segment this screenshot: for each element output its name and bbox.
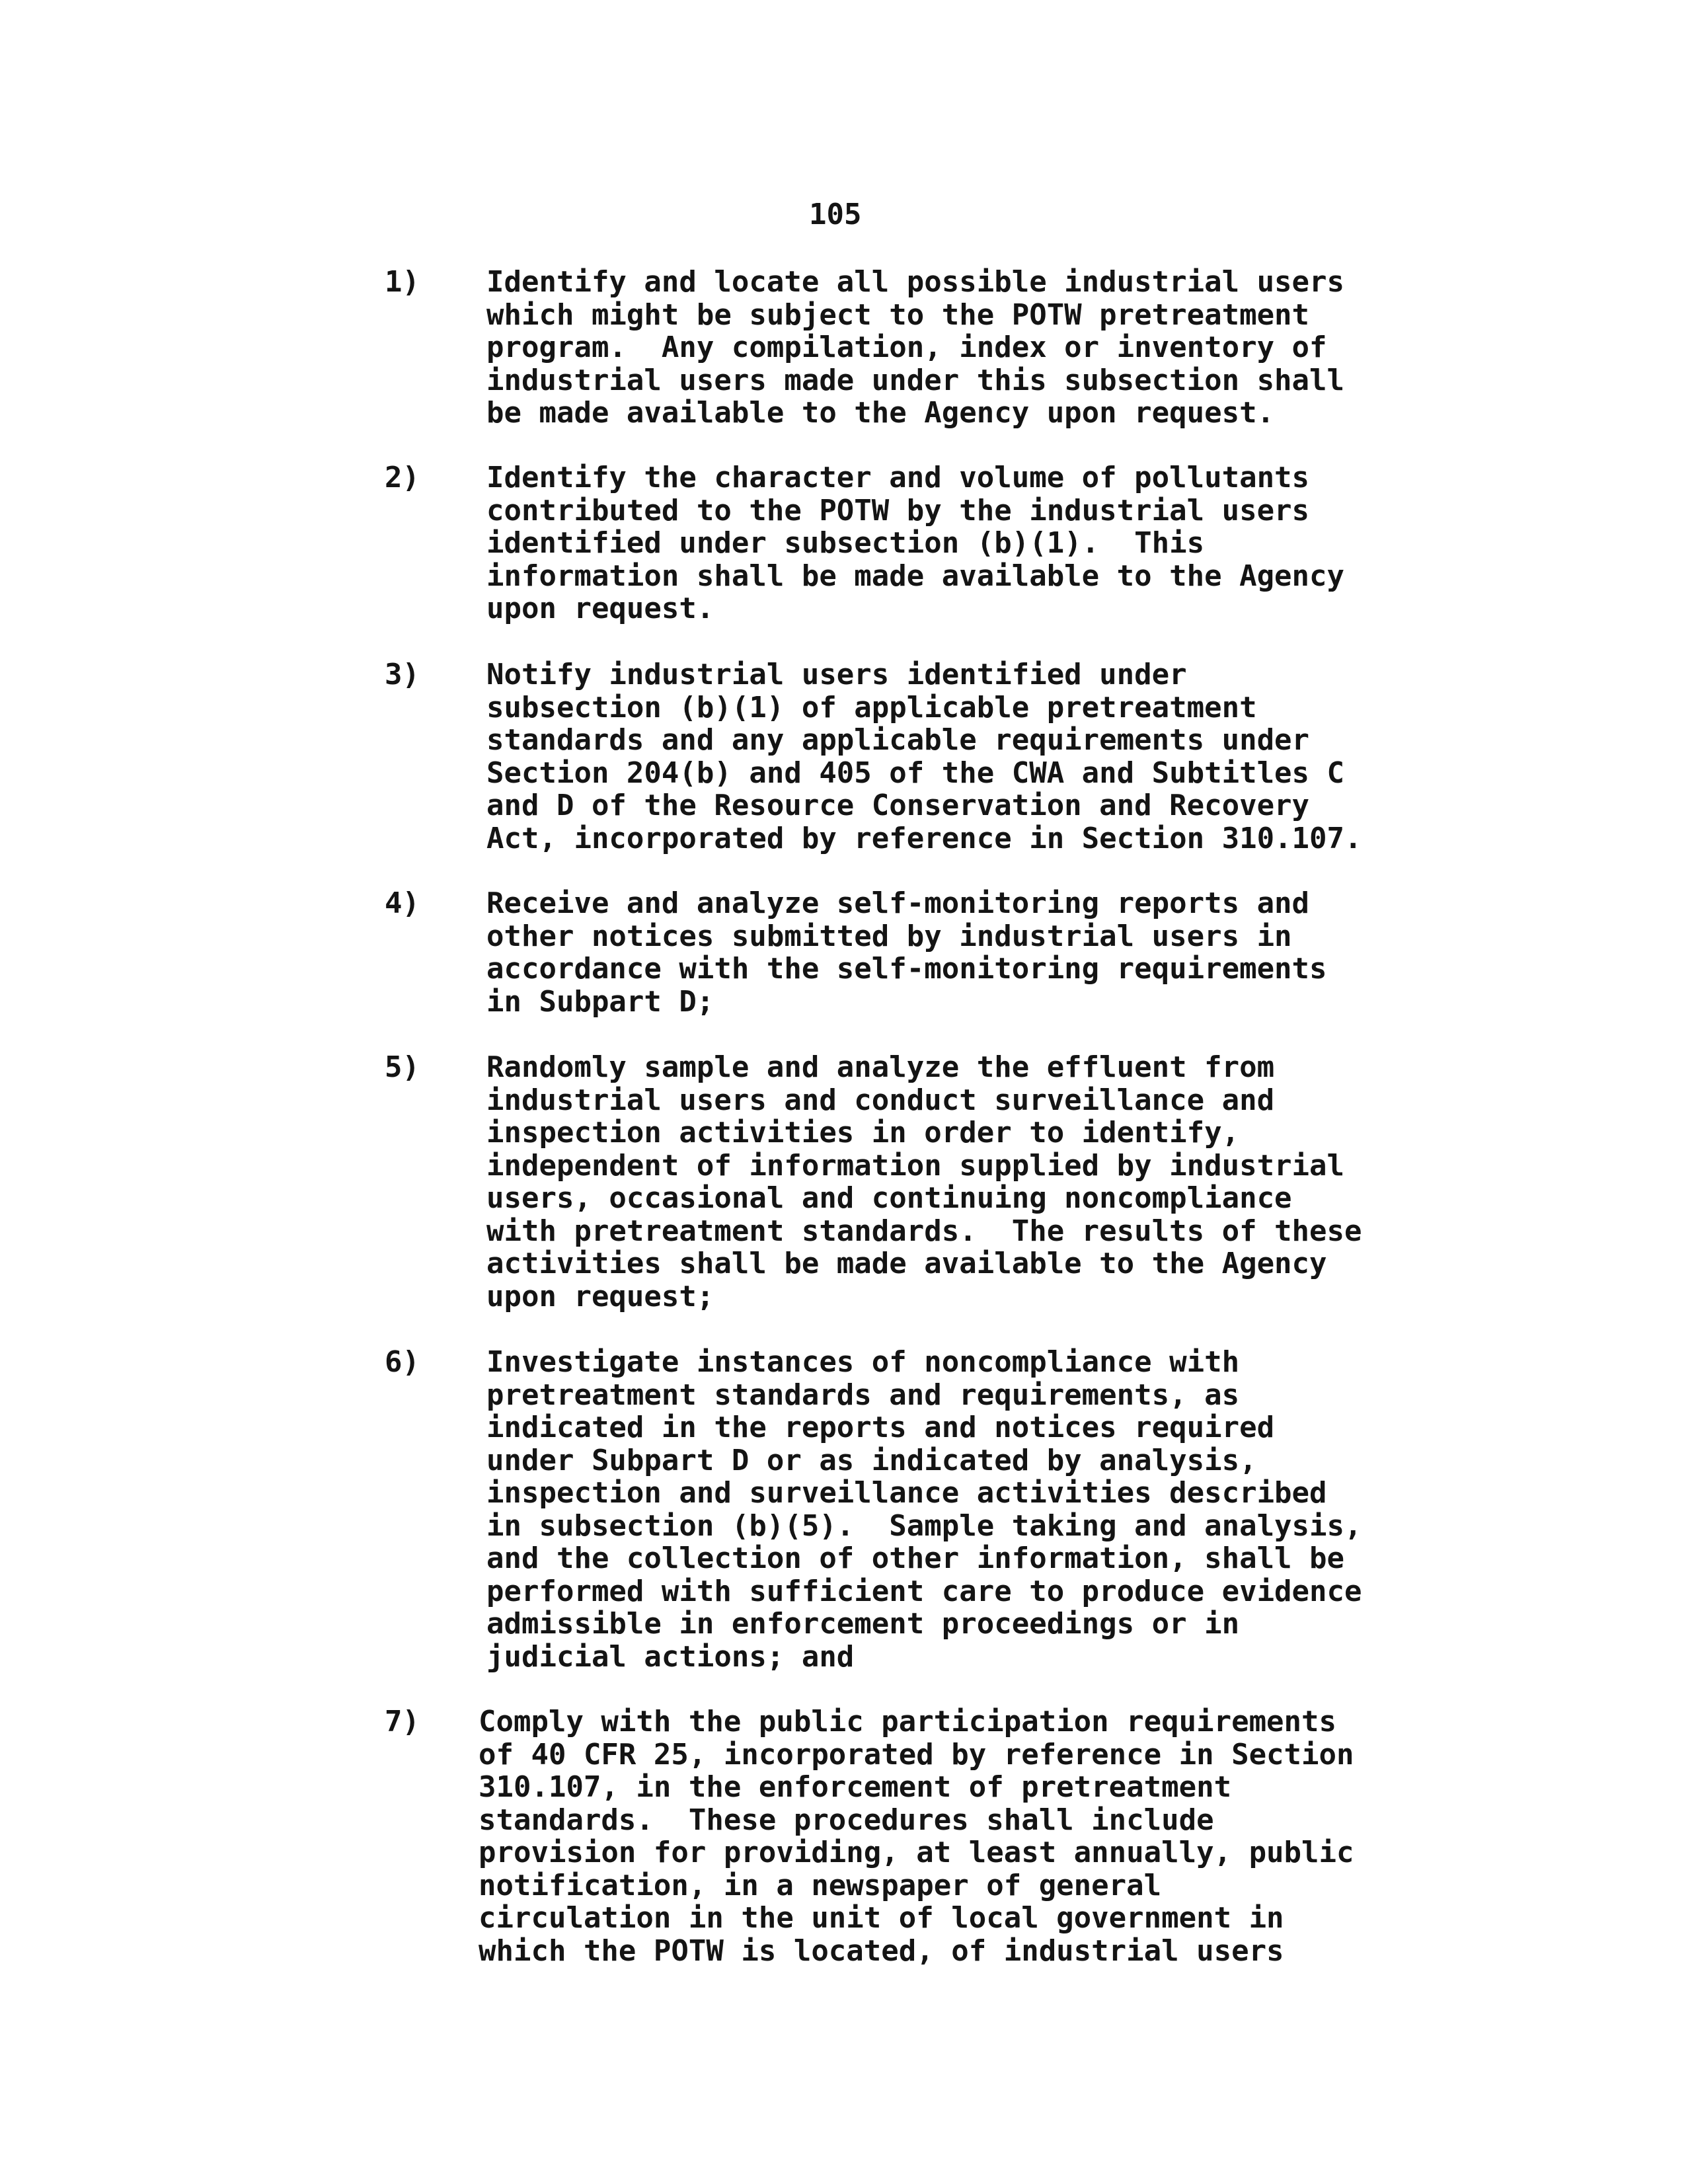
text-line: standards and any applicable requirements under [486, 723, 1310, 757]
list-item-number: 7) [385, 1705, 420, 1738]
text-line: information shall be made available to the Agency [486, 559, 1345, 593]
text-line: with pretreatment standards. The results of these [486, 1214, 1362, 1248]
text-line: independent of information supplied by industrial [486, 1148, 1345, 1183]
list-item-text [486, 1051, 1518, 1313]
text-line: Randomly sample and analyze the effluent from [486, 1050, 1275, 1084]
text-line: performed with sufficient care to produce evidence [486, 1574, 1362, 1608]
text-line: identified under subsection (b)(1). This [486, 526, 1205, 560]
list-item-text [486, 461, 1518, 625]
list-item-text [486, 266, 1518, 430]
text-line: subsection (b)(1) of applicable pretreatment [486, 690, 1257, 724]
text-line: under Subpart D or as indicated by analysis, [486, 1443, 1257, 1477]
text-line: admissible in enforcement proceedings or in [486, 1607, 1240, 1641]
text-line: users, occasional and continuing noncompliance [486, 1181, 1292, 1215]
text-line: inspection activities in order to identify, [486, 1116, 1240, 1150]
text-line: in Subpart D; [486, 984, 714, 1019]
text-line: Comply with the public participation requirements [479, 1705, 1337, 1738]
text-line: which the POTW is located, of industrial users [479, 1933, 1284, 1968]
text-line: activities shall be made available to the Agency [486, 1247, 1327, 1280]
text-line: contributed to the POTW by the industrial users [486, 493, 1310, 527]
text-line: be made available to the Agency upon request. [486, 396, 1275, 430]
text-line: Investigate instances of noncompliance with [486, 1345, 1240, 1379]
text-line: Act, incorporated by reference in Section 310.107. [486, 821, 1362, 855]
text-line: and the collection of other information, shall be [486, 1541, 1345, 1575]
text-line: Identify and locate all possible industrial users [486, 265, 1345, 299]
text-line: indicated in the reports and notices required [486, 1411, 1275, 1444]
text-line: 310.107, in the enforcement of pretreatment [479, 1770, 1232, 1804]
text-line: industrial users and conduct surveillance and [486, 1083, 1275, 1117]
list-item-number: 5) [385, 1050, 420, 1084]
list-item-text [479, 1705, 1510, 1967]
list-item-text [486, 658, 1518, 855]
list-item-number: 3) [385, 658, 420, 691]
text-line: inspection and surveillance activities described [486, 1476, 1327, 1510]
list-item-text [486, 887, 1518, 1018]
text-line: of 40 CFR 25, incorporated by reference in Section [479, 1737, 1354, 1772]
text-line: notification, in a newspaper of general [479, 1868, 1162, 1902]
text-line: upon request. [486, 592, 714, 625]
list-item-number: 2) [385, 461, 420, 494]
list-item-number: 1) [385, 265, 420, 299]
text-line: upon request; [486, 1279, 714, 1313]
text-line: provision for providing, at least annually, public [479, 1836, 1354, 1869]
text-line: industrial users made under this subsection shall [486, 363, 1345, 397]
text-line: Identify the character and volume of pollutants [486, 461, 1310, 494]
text-line: Notify industrial users identified under [486, 658, 1187, 691]
text-line: standards. These procedures shall include [479, 1803, 1214, 1837]
text-line: accordance with the self-monitoring requirements [486, 952, 1327, 986]
text-line: other notices submitted by industrial users in [486, 919, 1292, 953]
text-line: Section 204(b) and 405 of the CWA and Subtitles C [486, 756, 1345, 790]
list-item-number: 6) [385, 1345, 420, 1379]
page-number: 105 [809, 198, 862, 231]
text-line: pretreatment standards and requirements, as [486, 1378, 1240, 1412]
list-item-number: 4) [385, 886, 420, 920]
text-line: in subsection (b)(5). Sample taking and analysis, [486, 1508, 1362, 1543]
text-line: and D of the Resource Conservation and Recovery [486, 789, 1310, 822]
text-line: circulation in the unit of local government in [479, 1901, 1284, 1935]
text-line: judicial actions; and [486, 1639, 855, 1674]
list-item-text [486, 1346, 1518, 1673]
text-line: which might be subject to the POTW pretreatment [486, 297, 1310, 332]
text-line: Receive and analyze self-monitoring reports and [486, 886, 1310, 920]
text-line: program. Any compilation, index or inventory of [486, 331, 1327, 364]
